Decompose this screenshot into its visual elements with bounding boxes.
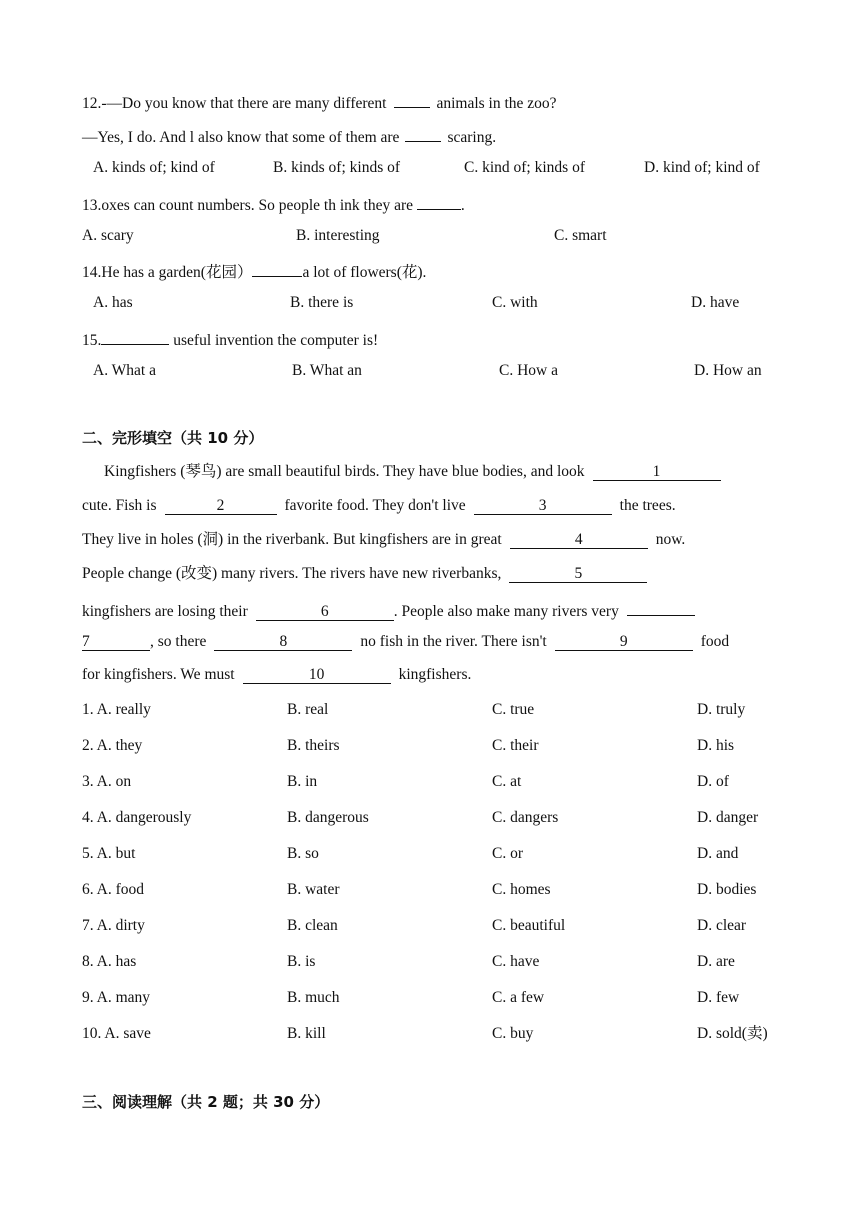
cloze-passage-line-3: They live in holes (洞) in the riverbank. But kingfishers are in great 4 now. (82, 531, 686, 548)
cloze-passage-line-1: Kingfishers (琴鸟) are small beautiful birds. They have blue bodies, and look 1 (104, 462, 721, 482)
cloze-blank-9: 9 (555, 633, 693, 651)
q14-option-c: C. with (492, 294, 538, 311)
cloze-passage-line-7: for kingfishers. We must 10 kingfishers. (82, 666, 472, 683)
cloze-blank-6: 6 (256, 603, 394, 621)
cloze-blank-2: 2 (165, 497, 277, 515)
q14-option-d: D. have (691, 294, 740, 311)
cloze-option-6-c: C. homes (492, 881, 551, 898)
cloze-option-8-d: D. are (697, 953, 735, 970)
cloze-passage-line-6: 7 , so there 8 no fish in the river. There isn't 9 food (82, 633, 730, 650)
q14-option-b: B. there is (290, 294, 354, 311)
q13-option-a: A. scary (82, 227, 134, 244)
cloze-option-5-a: 5. A. but (82, 845, 136, 862)
cloze-blank-10: 10 (243, 666, 391, 684)
cloze-option-3-a: 3. A. on (82, 773, 132, 790)
cloze-option-6-d: D. bodies (697, 881, 757, 898)
cloze-option-7-c: C. beautiful (492, 917, 566, 934)
q14-option-a: A. has (93, 294, 133, 311)
q13-option-b: B. interesting (296, 227, 380, 244)
cloze-blank-7-start (627, 598, 695, 616)
cloze-option-3-d: D. of (697, 773, 729, 790)
cloze-option-1-d: D. truly (697, 701, 746, 718)
q15-option-d: D. How an (694, 362, 762, 379)
question-12-line-1: 12.-—Do you know that there are many different animals in the zoo? (82, 90, 557, 114)
cloze-option-9-b: B. much (287, 989, 340, 1006)
cloze-option-7-d: D. clear (697, 917, 747, 934)
cloze-option-5-b: B. so (287, 845, 319, 862)
cloze-option-9-c: C. a few (492, 989, 545, 1006)
q12-option-c: C. kind of; kinds of (464, 159, 585, 176)
cloze-passage-line-5: kingfishers are losing their 6 . People also make many rivers very (82, 598, 695, 622)
cloze-passage-line-2: cute. Fish is 2 favorite food. They don't live 3 the trees. (82, 497, 676, 514)
cloze-option-4-a: 4. A. dangerously (82, 809, 192, 826)
cloze-option-5-c: C. or (492, 845, 523, 862)
cloze-blank-5: 5 (509, 565, 647, 583)
cloze-passage-line-4: People change (改变) many rivers. The rivers have new riverbanks, 5 (82, 564, 647, 584)
cloze-option-5-d: D. and (697, 845, 739, 862)
cloze-option-8-b: B. is (287, 953, 316, 970)
q12-option-a: A. kinds of; kind of (93, 159, 215, 176)
cloze-option-9-a: 9. A. many (82, 989, 151, 1006)
cloze-option-1-c: C. true (492, 701, 535, 718)
q12-option-b: B. kinds of; kinds of (273, 159, 401, 176)
cloze-option-2-a: 2. A. they (82, 737, 143, 754)
cloze-option-9-d: D. few (697, 989, 740, 1006)
answer-blank (417, 192, 461, 210)
cloze-option-3-c: C. at (492, 773, 522, 790)
cloze-option-7-a: 7. A. dirty (82, 917, 145, 934)
cloze-option-4-c: C. dangers (492, 809, 559, 826)
cloze-option-8-a: 8. A. has (82, 953, 137, 970)
cloze-option-7-b: B. clean (287, 917, 338, 934)
cloze-option-10-c: C. buy (492, 1025, 534, 1042)
cloze-blank-7: 7 (82, 633, 150, 651)
cloze-option-2-d: D. his (697, 737, 735, 754)
q13-option-c: C. smart (554, 227, 607, 244)
cloze-blank-3: 3 (474, 497, 612, 515)
cloze-option-2-c: C. their (492, 737, 539, 754)
answer-blank (405, 124, 441, 142)
q12-option-d: D. kind of; kind of (644, 159, 760, 176)
answer-blank (252, 259, 302, 277)
cloze-option-1-b: B. real (287, 701, 329, 718)
q15-option-a: A. What a (93, 362, 156, 379)
question-15-line: 15. useful invention the computer is! (82, 327, 378, 351)
question-14-line: 14.He has a garden(花园） a lot of flowers(花). (82, 259, 426, 283)
question-13-line: 13.oxes can count numbers. So people th ink they are . (82, 192, 465, 216)
q15-option-c: C. How a (499, 362, 558, 379)
cloze-option-1-a: 1. A. really (82, 701, 151, 718)
answer-blank (394, 90, 430, 108)
cloze-option-8-c: C. have (492, 953, 540, 970)
question-12-line-2: —Yes, I do. And l also know that some of them are scaring. (82, 124, 496, 148)
cloze-blank-4: 4 (510, 531, 648, 549)
cloze-blank-8: 8 (214, 633, 352, 651)
cloze-option-4-b: B. dangerous (287, 809, 369, 826)
cloze-option-6-a: 6. A. food (82, 881, 144, 898)
cloze-option-6-b: B. water (287, 881, 340, 898)
cloze-option-2-b: B. theirs (287, 737, 340, 754)
cloze-option-10-b: B. kill (287, 1025, 326, 1042)
q15-option-b: B. What an (292, 362, 362, 379)
answer-blank (101, 327, 169, 345)
cloze-option-4-d: D. danger (697, 809, 759, 826)
cloze-blank-1: 1 (593, 463, 721, 481)
cloze-option-3-b: B. in (287, 773, 318, 790)
section-3-heading: 三、阅读理解（共 2 题；共 30 分） (82, 1093, 330, 1111)
section-2-heading: 二、完形填空（共 10 分） (82, 429, 264, 447)
cloze-option-10-a: 10. A. save (82, 1025, 151, 1042)
cloze-option-10-d: D. sold(卖) (697, 1025, 768, 1042)
